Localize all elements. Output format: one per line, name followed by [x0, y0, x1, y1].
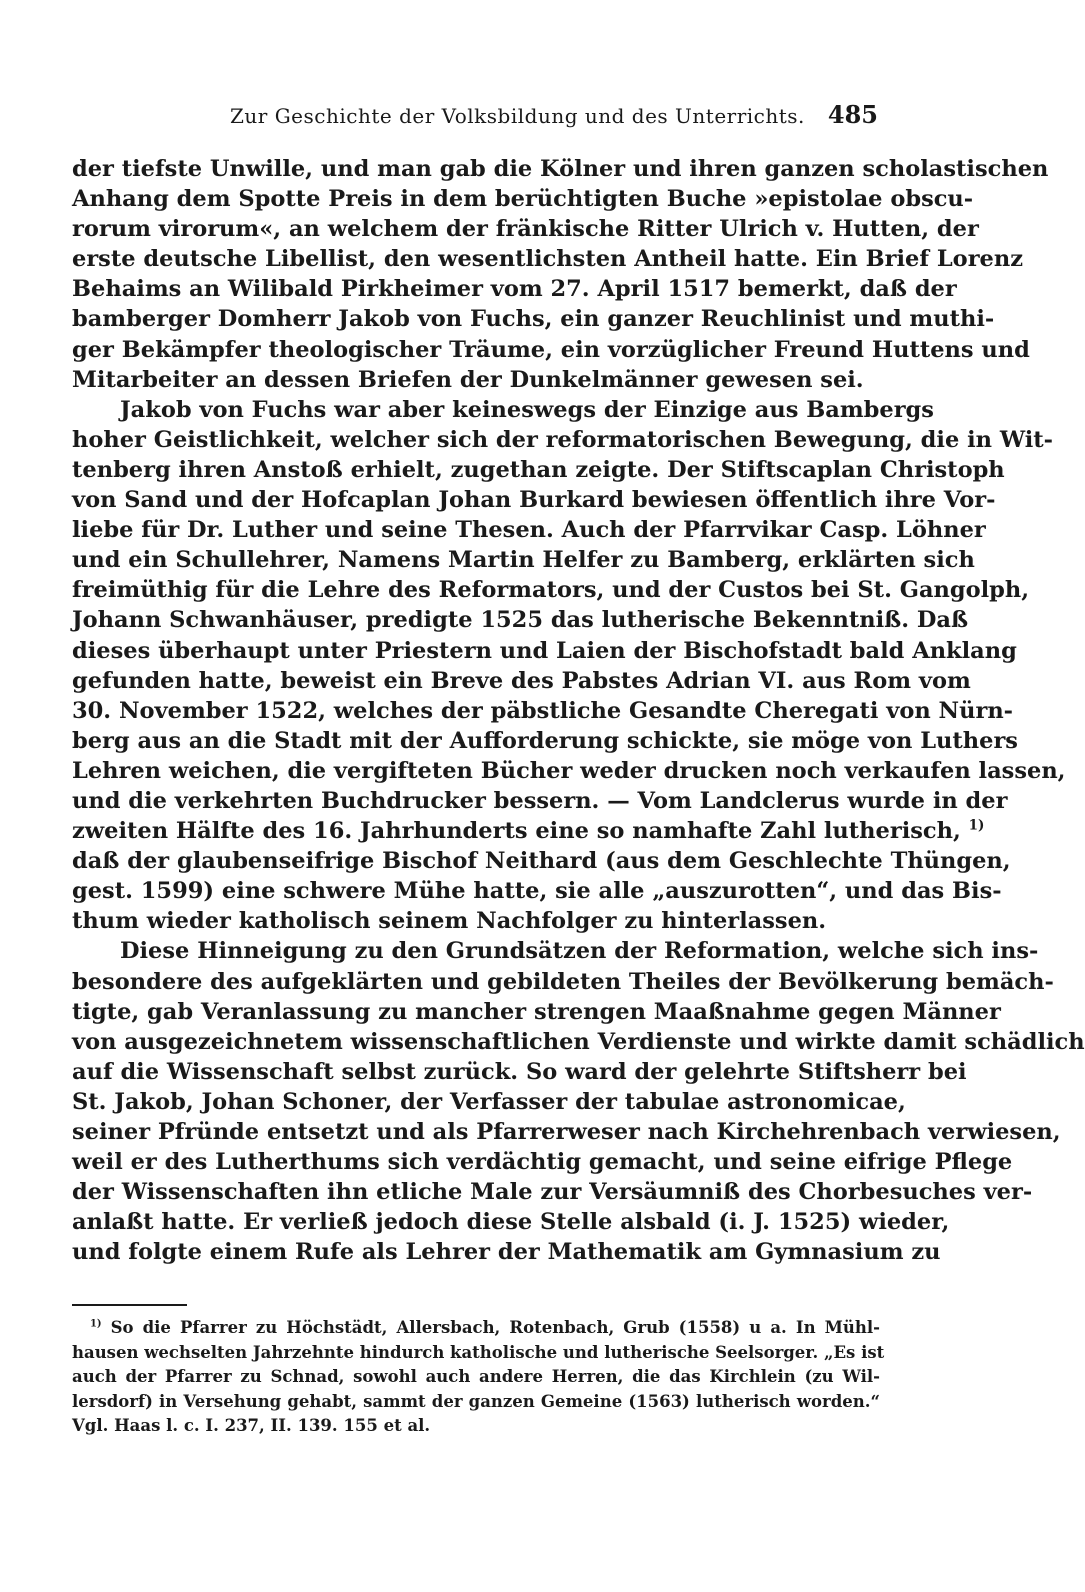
text-line: auf die Wissenschaft selbst zurück. So ward der gelehrte Stiftsherr bei	[72, 1058, 967, 1085]
text-line: gefunden hatte, beweist ein Breve des Pabstes Adrian VI. aus Rom vom	[72, 667, 971, 694]
text-line: von ausgezeichnetem wissenschaftlichen Verdienste und wirkte damit schädlich	[72, 1028, 1085, 1055]
text-line: zweiten Hälfte des 16. Jahrhunderts eine so namhafte Zahl lutherisch,	[72, 818, 961, 845]
text-line: und ein Schullehrer, Namens Martin Helfer zu Bamberg, erklärten sich	[72, 547, 975, 574]
text-line: Diese Hinneigung zu den Grundsätzen der Reformation, welche sich ins-	[120, 938, 1039, 965]
text-line: hoher Geistlichkeit, welcher sich der reformatorischen Bewegung, die in Wit-	[72, 426, 1053, 453]
text-line: tigte, gab Veranlassung zu mancher strengen Maaßnahme gegen Männer	[72, 998, 1001, 1025]
text-line: der Wissenschaften ihn etliche Male zur Versäumniß des Chorbesuches ver-	[72, 1179, 1033, 1206]
text-line: 30. November 1522, welches der päbstliche Gesandte Cheregati von Nürn-	[72, 697, 1014, 724]
footnotes	[72, 1316, 885, 1439]
text-line: und folgte einem Rufe als Lehrer der Mathematik am Gymnasium zu	[72, 1239, 941, 1266]
text-line: Mitarbeiter an dessen Briefen der Dunkelmänner gewesen sei.	[72, 366, 864, 393]
text-line: rorum virorum«, an welchem der fränkische Ritter Ulrich v. Hutten, der	[72, 216, 979, 243]
footnote-reference: 1)	[968, 817, 985, 834]
text-line: bamberger Domherr Jakob von Fuchs, ein ganzer Reuchlinist und muthi-	[72, 306, 995, 333]
text-line: seiner Pfründe entsetzt und als Pfarrerweser nach Kirchehrenbach verwiesen,	[72, 1119, 1061, 1145]
text-line: liebe für Dr. Luther und seine Thesen. Auch der Pfarrvikar Casp. Löhner	[72, 517, 986, 544]
text-line: tenberg ihren Anstoß erhielt, zugethan zeigte. Der Stiftscaplan Christoph	[72, 456, 1005, 483]
text-line: freimüthig für die Lehre des Reformators, und der Custos bei St. Gangolph,	[72, 577, 1030, 604]
text-line: Anhang dem Spotte Preis in dem berüchtigten Buche »epistolae obscu-	[72, 186, 974, 213]
text-line: thum wieder katholisch seinem Nachfolger zu hinterlassen.	[72, 908, 827, 935]
footnote-line: Vgl. Haas l. c. I. 237, II. 139. 155 et al.	[72, 1416, 431, 1435]
text-line: berg aus an die Stadt mit der Aufforderung schickte, sie möge von Luthers	[72, 727, 1018, 754]
footnote-line: auch der Pfarrer zu Schnad, sowohl auch andere Herren, die das Kirchlein (zu Wil-	[72, 1367, 880, 1386]
text-line: anlaßt hatte. Er verließ jedoch diese Stelle alsbald (i. J. 1525) wieder,	[72, 1209, 950, 1236]
page-number: 485	[827, 100, 878, 129]
running-title: Zur Geschichte der Volksbildung und des Unterrichts.	[230, 104, 805, 128]
text-line: erste deutsche Libellist, den wesentlichsten Antheil hatte. Ein Brief Lorenz	[72, 246, 1023, 273]
footnote-text: So die Pfarrer zu Höchstädt, Allersbach, Rotenbach, Grub (1558) u a. In Mühl-	[110, 1318, 881, 1337]
text-line: St. Jakob, Johan Schoner, der Verfasser der tabulae astronomicae,	[72, 1088, 906, 1115]
text-line: Jakob von Fuchs war aber keineswegs der Einzige aus Bambergs	[120, 396, 934, 423]
footnote-line: lersdorf) in Versehung gehabt, sammt der ganzen Gemeine (1563) lutherisch worden.“	[72, 1391, 880, 1411]
text-line: der tiefste Unwille, und man gab die Kölner und ihren ganzen scholastischen	[72, 156, 1049, 182]
page-header	[72, 100, 880, 134]
text-line: Behaims an Wilibald Pirkheimer vom 27. April 1517 bemerkt, daß der	[72, 276, 957, 303]
text-line: dieses überhaupt unter Priestern und Laien der Bischofstadt bald Anklang	[72, 637, 1017, 664]
text-line: ger Bekämpfer theologischer Träume, ein vorzüglicher Freund Huttens und	[72, 336, 1030, 363]
main-text	[72, 154, 1085, 1267]
text-line-with-footnote	[72, 816, 985, 846]
text-line: und die verkehrten Buchdrucker bessern. — Vom Landclerus wurde in der	[72, 787, 1008, 814]
text-line: von Sand und der Hofcaplan Johan Burkard bewiesen öffentlich ihre Vor-	[72, 487, 996, 514]
text-line: Johann Schwanhäuser, predigte 1525 das lutherische Bekenntniß. Daß	[72, 607, 969, 634]
footnote-separator	[72, 1304, 187, 1306]
footnote-line: hausen wechselten Jahrzehnte hindurch katholische und lutherische Seelsorger. „Es ist	[72, 1342, 885, 1362]
footnote-marker: 1)	[90, 1318, 102, 1330]
text-line: weil er des Lutherthums sich verdächtig gemacht, und seine eifrige Pflege	[72, 1149, 1013, 1176]
text-line: Lehren weichen, die vergifteten Bücher weder drucken noch verkaufen lassen,	[72, 757, 1066, 784]
text-line: daß der glaubenseifrige Bischof Neithard (aus dem Geschlechte Thüngen,	[72, 848, 1011, 875]
text-line: besondere des aufgeklärten und gebildeten Theiles der Bevölkerung bemäch-	[72, 968, 1054, 995]
text-line: gest. 1599) eine schwere Mühe hatte, sie alle „auszurotten“, und das Bis-	[72, 878, 1002, 905]
footnote-line	[72, 1316, 880, 1341]
